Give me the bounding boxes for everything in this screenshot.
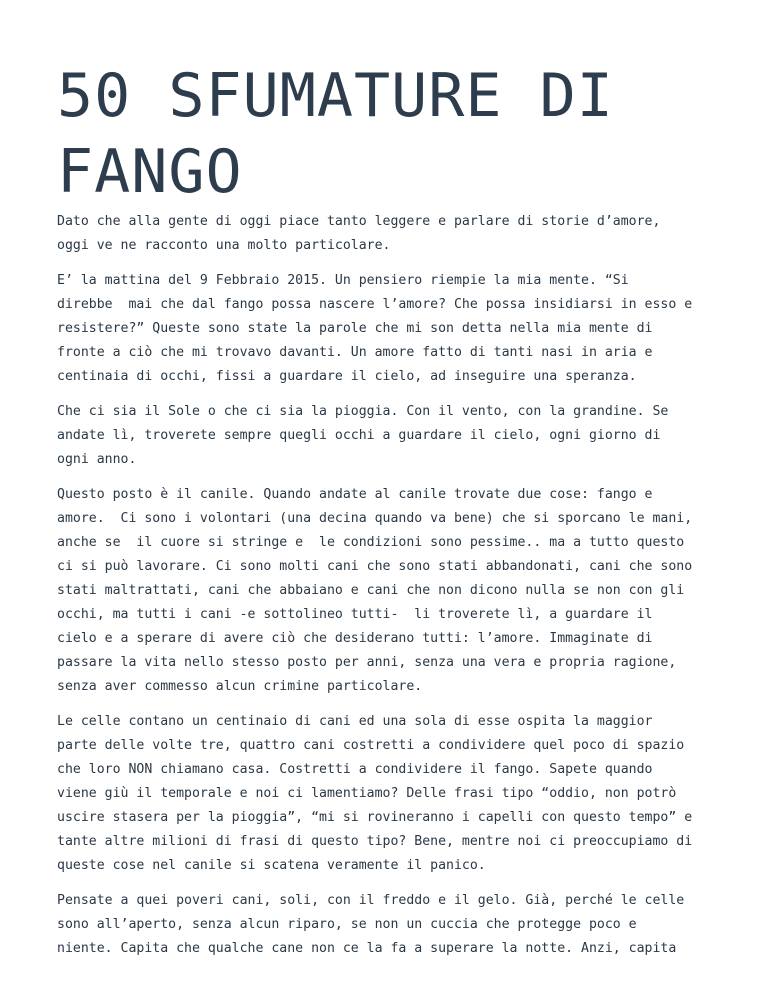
paragraph-line: passare la vita nello stesso posto per anni, senza una vera e propria ragione,: [57, 655, 677, 670]
paragraph-line: Che ci sia il Sole o che ci sia la pioggia. Con il vento, con la grandine. Se: [57, 404, 669, 419]
paragraph-line: resistere?” Queste sono state la parole che mi son detta nella mia mente di: [57, 321, 653, 336]
paragraph-line: Le celle contano un centinaio di cani ed una sola di esse ospita la maggior: [57, 714, 653, 729]
paragraph-line: Dato che alla gente di oggi piace tanto leggere e parlare di storie d’amore,: [57, 214, 661, 229]
paragraph-line: stati maltrattati, cani che abbaiano e cani che non dicono nulla se non con gli: [57, 583, 685, 598]
paragraph-line: ci si può lavorare. Ci sono molti cani che sono stati abbandonati, cani che sono: [57, 559, 693, 574]
title-line: FANGO: [57, 137, 243, 207]
paragraph-line: che loro NON chiamano casa. Costretti a condividere il fango. Sapete quando: [57, 762, 653, 777]
paragraph-line: tante altre milioni di frasi di questo tipo? Bene, mentre noi ci preoccupiamo di: [57, 834, 693, 849]
paragraph: [57, 269, 737, 389]
title-line: 50 SFUMATURE DI: [57, 61, 614, 131]
paragraph-line: senza aver commesso alcun crimine particolare.: [57, 679, 423, 694]
paragraph: [57, 400, 737, 472]
paragraph-line: viene giù il temporale e noi ci lamentiamo? Delle frasi tipo “oddio, non potrò: [57, 786, 677, 801]
paragraph-line: oggi ve ne racconto una molto particolare.: [57, 238, 391, 253]
paragraph-line: uscire stasera per la pioggia”, “mi si rovineranno i capelli con questo tempo” e: [57, 810, 693, 825]
article-body: [57, 210, 737, 961]
paragraph-line: parte delle volte tre, quattro cani costretti a condividere quel poco di spazio: [57, 738, 685, 753]
paragraph-line: direbbe mai che dal fango possa nascere l’amore? Che possa insidiarsi in esso e: [57, 297, 693, 312]
paragraph: [57, 710, 737, 878]
paragraph-line: cielo e a sperare di avere ciò che desiderano tutti: l’amore. Immaginate di: [57, 631, 653, 646]
paragraph-line: Questo posto è il canile. Quando andate al canile trovate due cose: fango e: [57, 487, 653, 502]
paragraph-line: andate lì, troverete sempre quegli occhi a guardare il cielo, ogni giorno di: [57, 428, 661, 443]
paragraph-line: sono all’aperto, senza alcun riparo, se non un cuccia che protegge poco e: [57, 917, 637, 932]
paragraph-line: amore. Ci sono i volontari (una decina quando va bene) che si sporcano le mani,: [57, 511, 693, 526]
paragraph-line: ogni anno.: [57, 452, 137, 467]
paragraph-line: Pensate a quei poveri cani, soli, con il freddo e il gelo. Già, perché le celle: [57, 893, 685, 908]
paragraph: [57, 483, 737, 699]
paragraph-line: anche se il cuore si stringe e le condizioni sono pessime.. ma a tutto questo: [57, 535, 685, 550]
paragraph-line: queste cose nel canile si scatena veramente il panico.: [57, 858, 486, 873]
paragraph-line: E’ la mattina del 9 Febbraio 2015. Un pensiero riempie la mia mente. “Si: [57, 273, 629, 288]
paragraph-line: fronte a ciò che mi trovavo davanti. Un amore fatto di tanti nasi in aria e: [57, 345, 653, 360]
paragraph: [57, 210, 737, 258]
paragraph: [57, 889, 737, 961]
paragraph-line: occhi, ma tutti i cani -e sottolineo tutti- li troverete lì, a guardare il: [57, 607, 653, 622]
paragraph-line: niente. Capita che qualche cane non ce la fa a superare la notte. Anzi, capita: [57, 941, 677, 956]
article-title: [57, 58, 737, 210]
article: [57, 58, 737, 972]
paragraph-line: centinaia di occhi, fissi a guardare il cielo, ad inseguire una speranza.: [57, 369, 637, 384]
